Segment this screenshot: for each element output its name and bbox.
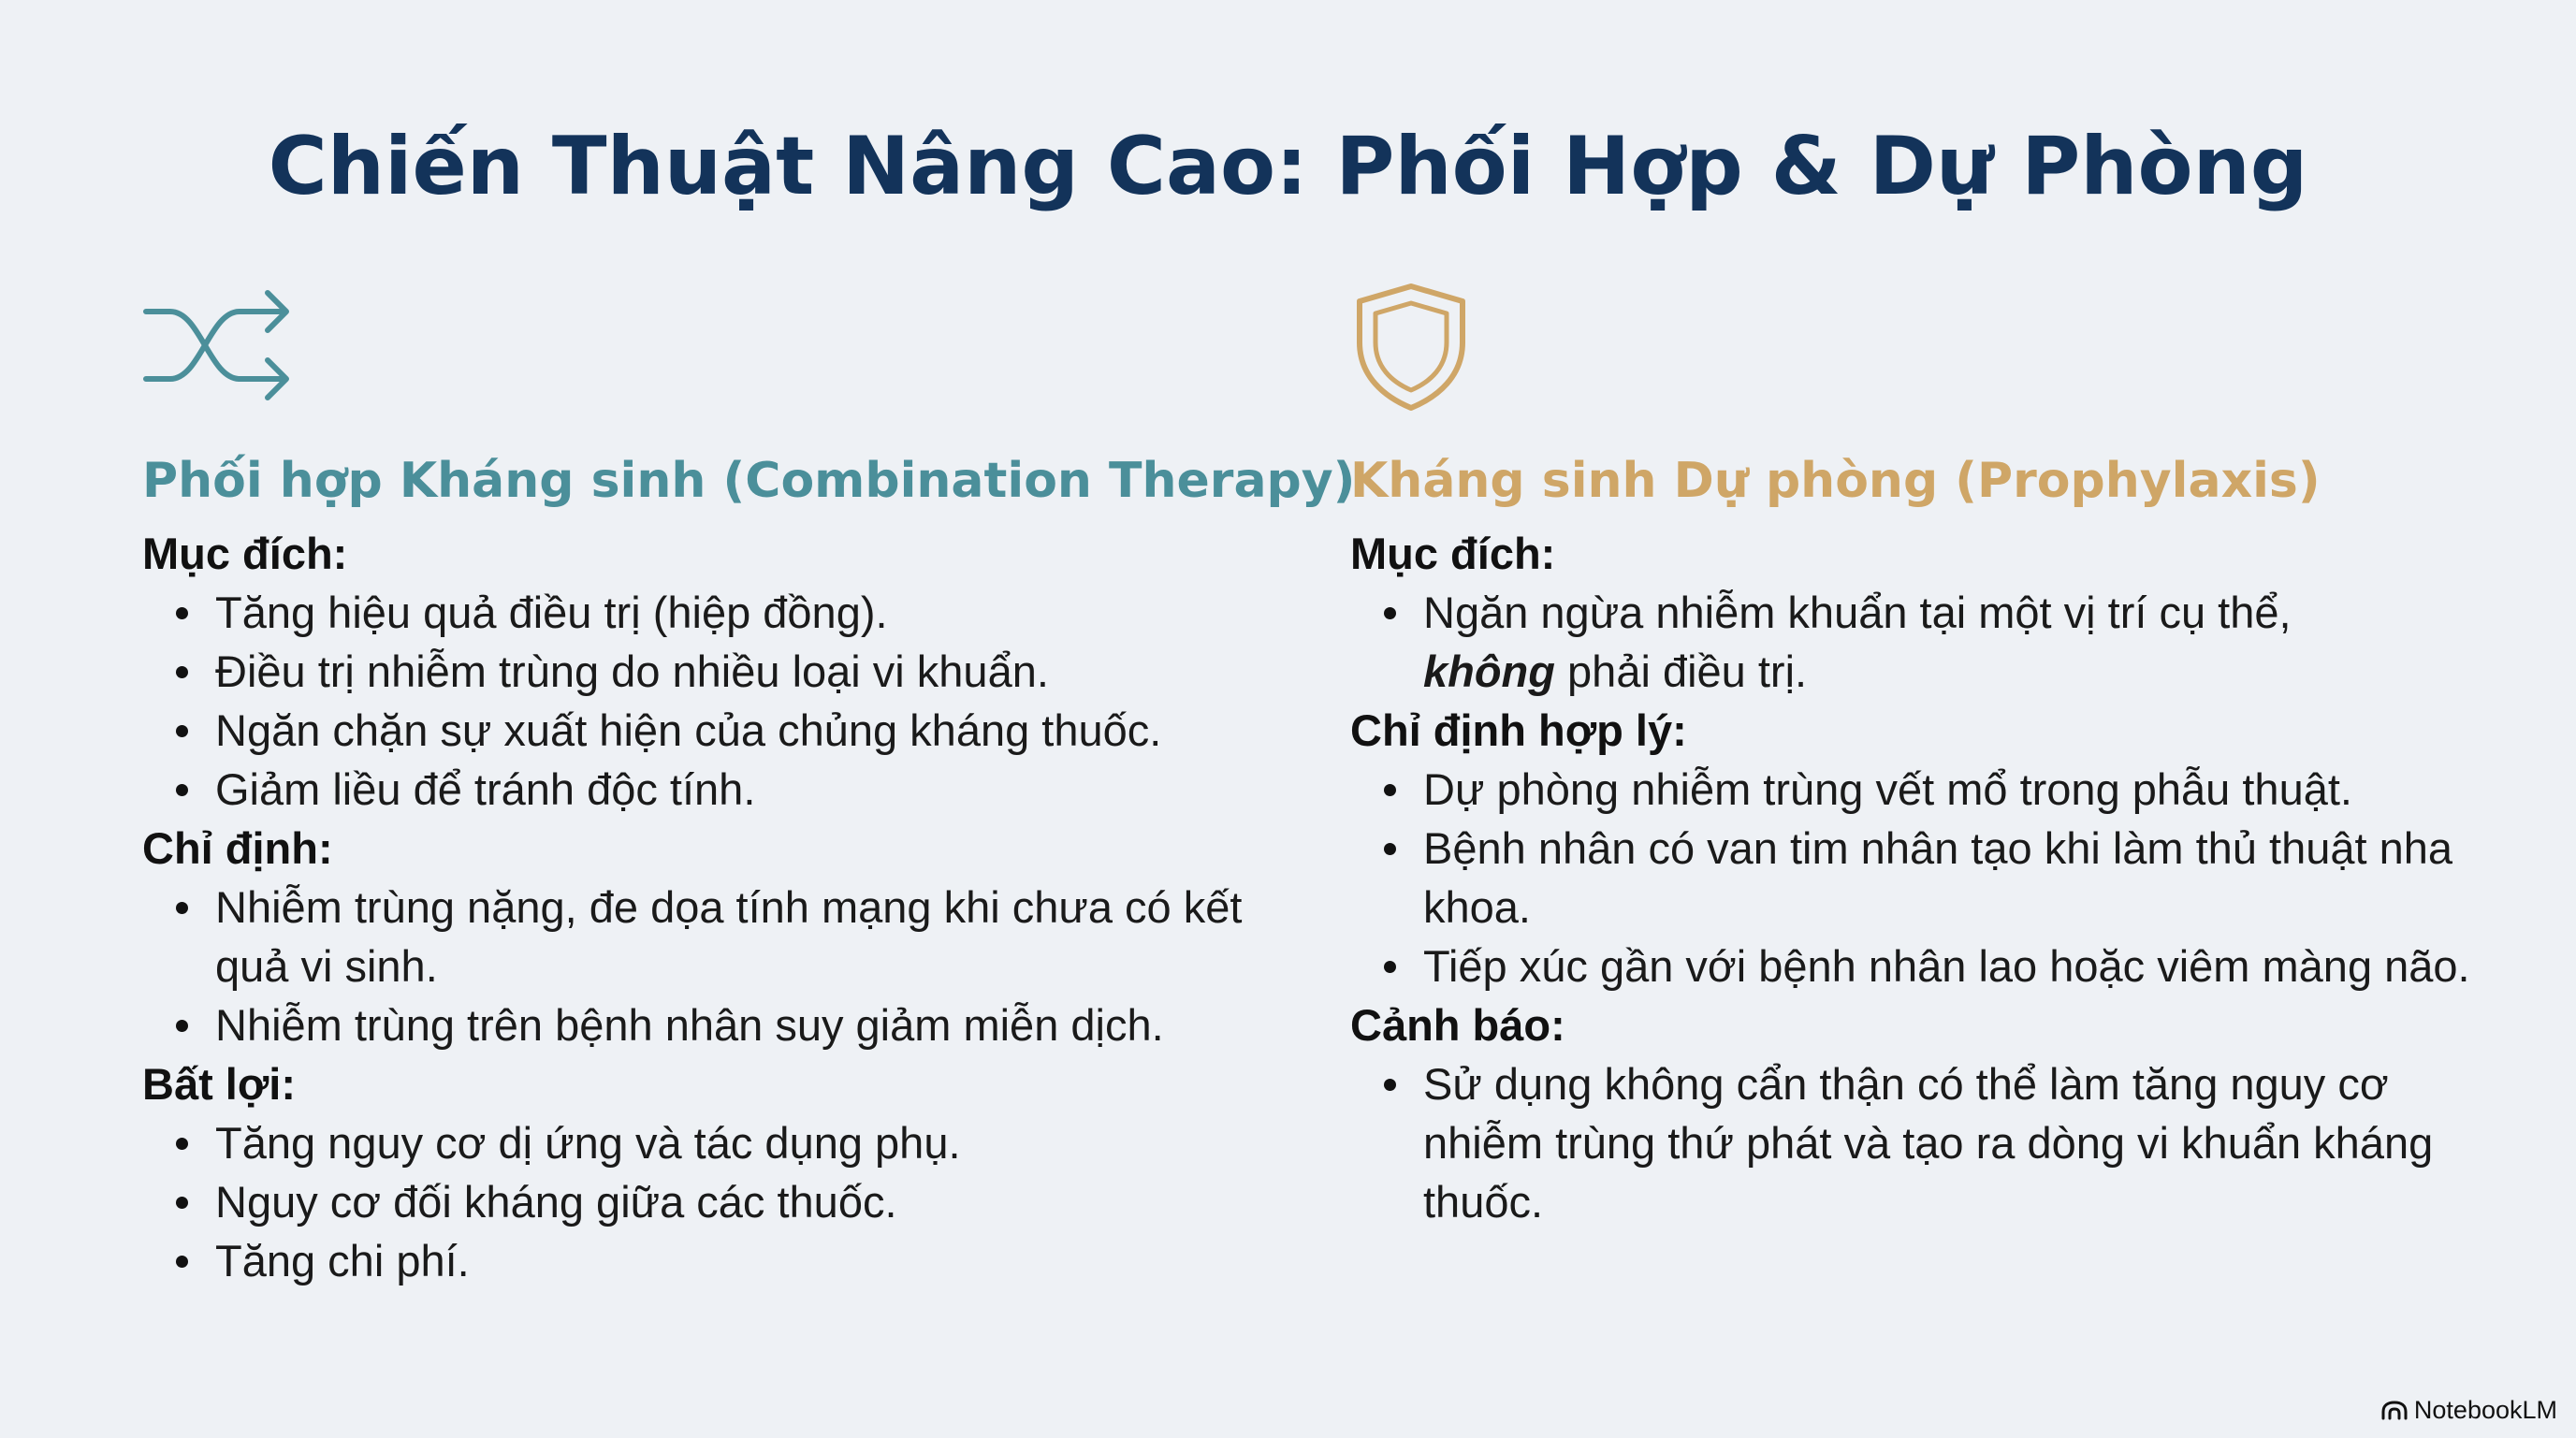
purpose-text-before: Ngăn ngừa nhiễm khuẩn tại một vị trí cụ thể, xyxy=(1423,588,2292,637)
list-item: Nguy cơ đối kháng giữa các thuốc. xyxy=(142,1172,1265,1231)
brand-label: NotebookLM xyxy=(2413,1396,2557,1424)
emphasis-text: không xyxy=(1423,646,1555,696)
list-item: Tăng nguy cơ dị ứng và tác dụng phụ. xyxy=(142,1113,1265,1172)
right-section-title-indication: Chỉ định hợp lý: xyxy=(1350,705,1687,755)
list-item: Bệnh nhân có van tim nhân tạo khi làm thủ thuật nha khoa. xyxy=(1350,819,2473,937)
left-section-title-indication: Chỉ định: xyxy=(142,823,333,873)
combination-therapy-heading: Phối hợp Kháng sinh (Combination Therapy) xyxy=(142,453,1356,509)
left-disadvantages-list xyxy=(142,1113,1265,1290)
slide-title: Chiến Thuật Nâng Cao: Phối Hợp & Dự Phòng xyxy=(268,120,2308,213)
list-item xyxy=(1350,583,2473,701)
left-indication-list xyxy=(142,878,1265,1054)
list-item: Sử dụng không cẩn thận có thể làm tăng nguy cơ nhiễm trùng thứ phát và tạo ra dòng vi khuẩn kháng thuốc. xyxy=(1350,1054,2473,1231)
notebooklm-logo-icon xyxy=(2380,1400,2409,1420)
left-section-title-disadvantages: Bất lợi: xyxy=(142,1059,296,1109)
notebooklm-watermark xyxy=(2380,1393,2557,1427)
list-item: Tăng chi phí. xyxy=(142,1231,1265,1290)
shuffle-arrows-icon xyxy=(142,281,292,412)
right-section-title-warning: Cảnh báo: xyxy=(1350,1000,1565,1050)
list-item: Ngăn chặn sự xuất hiện của chủng kháng thuốc. xyxy=(142,701,1265,760)
list-item: Điều trị nhiễm trùng do nhiều loại vi khuẩn. xyxy=(142,642,1265,701)
list-item: Nhiễm trùng trên bệnh nhân suy giảm miễn dịch. xyxy=(142,995,1265,1054)
left-section-title-purpose: Mục đích: xyxy=(142,529,348,578)
prophylaxis-heading: Kháng sinh Dự phòng (Prophylaxis) xyxy=(1350,453,2321,509)
list-item: Giảm liều để tránh độc tính. xyxy=(142,760,1265,819)
list-item: Tăng hiệu quả điều trị (hiệp đồng). xyxy=(142,583,1265,642)
combination-therapy-column xyxy=(142,281,1356,1290)
list-item: Tiếp xúc gần với bệnh nhân lao hoặc viêm màng não. xyxy=(1350,937,2473,995)
list-item: Nhiễm trùng nặng, đe dọa tính mạng khi chưa có kết quả vi sinh. xyxy=(142,878,1265,995)
left-purpose-list xyxy=(142,583,1265,819)
right-warning-list xyxy=(1350,1054,2473,1231)
purpose-text-after: phải điều trị. xyxy=(1554,646,1808,696)
shield-icon xyxy=(1350,281,1472,412)
right-section-title-purpose: Mục đích: xyxy=(1350,529,1556,578)
right-indication-list xyxy=(1350,760,2473,995)
prophylaxis-column xyxy=(1350,281,2473,1231)
list-item: Dự phòng nhiễm trùng vết mổ trong phẫu thuật. xyxy=(1350,760,2473,819)
right-purpose-list xyxy=(1350,583,2473,701)
